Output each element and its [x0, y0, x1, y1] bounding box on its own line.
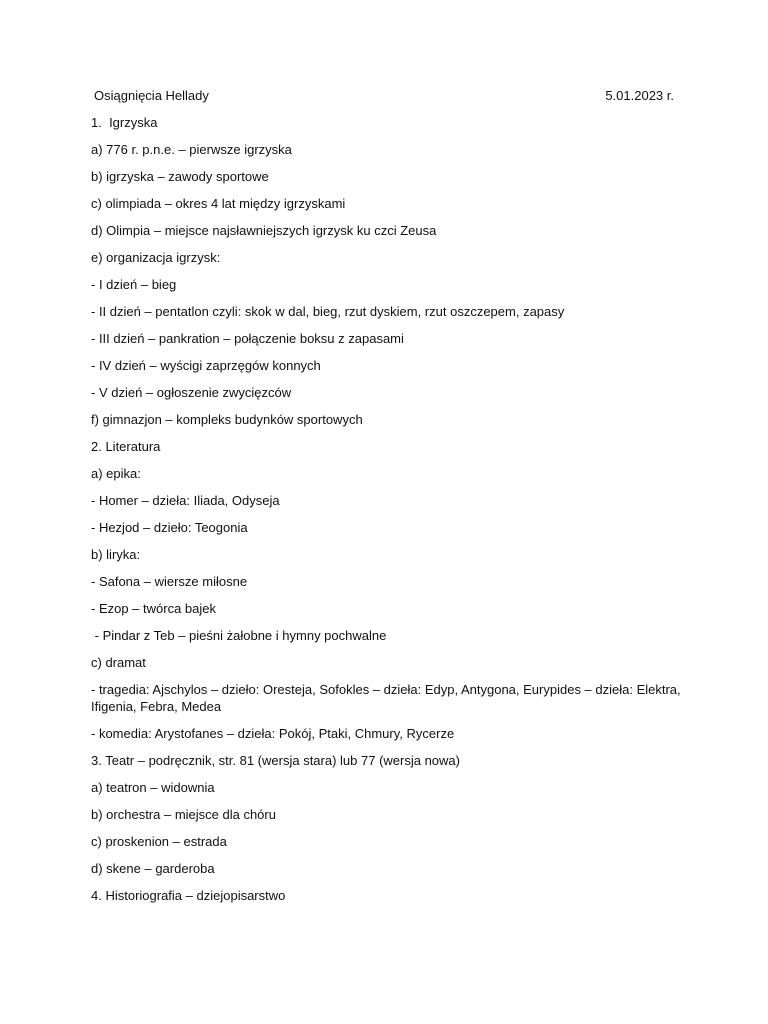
- text-line: d) skene – garderoba: [91, 861, 215, 876]
- text-line: b) liryka:: [91, 547, 141, 562]
- document-header: [94, 87, 674, 105]
- text-line: - Safona – wiersze miłosne: [91, 574, 248, 589]
- document-body: [91, 114, 685, 914]
- text-line: - V dzień – ogłoszenie zwycięzców: [91, 385, 292, 400]
- text-line: 1. Igrzyska: [91, 115, 158, 130]
- text-line: f) gimnazjon – kompleks budynków sportowych: [91, 412, 363, 427]
- text-line: b) orchestra – miejsce dla chóru: [91, 807, 276, 822]
- text-line: - Ezop – twórca bajek: [91, 601, 217, 616]
- document-title: Osiągnięcia Hellady: [94, 88, 209, 103]
- text-line: - I dzień – bieg: [91, 277, 177, 292]
- text-line: - tragedia: Ajschylos – dzieło: Oresteja, Sofokles – dzieła: Edyp, Antygona, Eurypides – dzieła: Elektra, Ifigenia, Febra, Medea: [91, 682, 685, 714]
- text-line: c) proskenion – estrada: [91, 834, 227, 849]
- text-line: e) organizacja igrzysk:: [91, 250, 221, 265]
- text-line: - Hezjod – dzieło: Teogonia: [91, 520, 248, 535]
- document-date: 5.01.2023 r.: [605, 88, 674, 103]
- text-line: - Homer – dzieła: Iliada, Odyseja: [91, 493, 280, 508]
- text-line: - komedia: Arystofanes – dzieła: Pokój, Ptaki, Chmury, Rycerze: [91, 726, 455, 741]
- text-line: a) 776 r. p.n.e. – pierwsze igrzyska: [91, 142, 292, 157]
- text-line: 2. Literatura: [91, 439, 161, 454]
- text-line: a) teatron – widownia: [91, 780, 215, 795]
- text-line: a) epika:: [91, 466, 141, 481]
- text-line: c) dramat: [91, 655, 146, 670]
- text-line: - II dzień – pentatlon czyli: skok w dal, bieg, rzut dyskiem, rzut oszczepem, zapasy: [91, 304, 565, 319]
- text-line: 3. Teatr – podręcznik, str. 81 (wersja stara) lub 77 (wersja nowa): [91, 753, 460, 768]
- text-line: d) Olimpia – miejsce najsławniejszych igrzysk ku czci Zeusa: [91, 223, 437, 238]
- text-line: b) igrzyska – zawody sportowe: [91, 169, 269, 184]
- text-line: 4. Historiografia – dziejopisarstwo: [91, 888, 286, 903]
- text-line: - IV dzień – wyścigi zaprzęgów konnych: [91, 358, 321, 373]
- text-line: c) olimpiada – okres 4 lat między igrzyskami: [91, 196, 346, 211]
- text-line: - Pindar z Teb – pieśni żałobne i hymny pochwalne: [91, 628, 387, 643]
- text-line: - III dzień – pankration – połączenie boksu z zapasami: [91, 331, 404, 346]
